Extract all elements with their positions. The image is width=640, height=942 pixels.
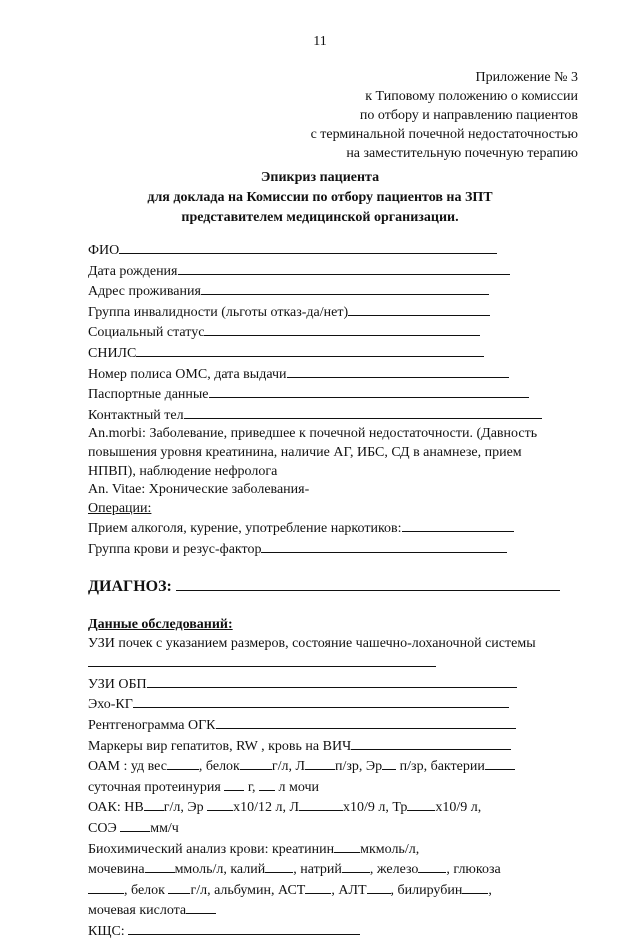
kshs-label: КЩС: [88,924,129,939]
oam-row [88,756,558,777]
oam-label: п/зр, Эр [335,759,383,775]
diagnosis-label: ДИАГНОЗ: [88,577,172,595]
passport-label: Паспортные данные [88,387,209,403]
exams-title: Данные обследований: [88,617,233,633]
operations-label: Операции: [88,500,152,516]
social-status-label: Социальный статус [88,325,205,341]
markers-blank[interactable] [351,736,511,750]
proteinuria-blank[interactable] [224,777,244,791]
oak-label: x10/9 л, [435,800,482,816]
bio-label: Биохимический анализ крови: креатинин [88,841,335,857]
anamnesis-vitae: An. Vitae: Хронические заболевания- [88,482,310,498]
oam-label: ОАМ : уд вес [88,759,167,775]
social-status-row [88,322,558,343]
phone-label: Контактный тел [88,407,184,423]
oms-blank[interactable] [287,364,509,378]
echo-blank[interactable] [133,694,509,708]
soe-blank[interactable] [120,818,150,832]
bio-label: , АЛТ [331,882,367,898]
document-title [0,168,640,228]
snils-label: СНИЛС [88,345,137,361]
diagnosis-row [88,576,558,597]
bio-label: , билирубин [390,882,463,898]
passport-blank[interactable] [209,384,529,398]
uzi-obp-row [88,674,558,695]
proteinuria-label: суточная протеинурия [88,779,225,795]
oms-label: Номер полиса ОМС, дата выдачи [88,366,287,382]
bio-blank[interactable] [265,859,293,873]
appendix-line: с терминальной почечной недостаточностью [310,127,578,142]
passport-row [88,384,558,405]
oam-blank[interactable] [485,756,515,770]
markers-label: Маркеры вир гепатитов, RW , кровь на ВИЧ [88,738,352,754]
oak-label: x10/9 л, Тр [342,800,408,816]
birth-date-label: Дата рождения [88,263,178,279]
address-blank[interactable] [201,281,489,295]
title-line: для доклада на Комиссии по отбору пациентов на ЗПТ [147,190,493,205]
bio-blank[interactable] [168,880,190,894]
address-row [88,281,558,302]
disability-blank[interactable] [348,302,490,316]
snils-blank[interactable] [136,343,484,357]
appendix-line: на заместительную почечную терапию [346,146,578,161]
oam-blank[interactable] [305,756,335,770]
fio-blank[interactable] [119,240,497,254]
bio-label: мочевина [88,862,145,878]
bio-blank[interactable] [145,859,175,873]
proteinuria-label: л мочи [275,779,320,795]
oam-label: г/л, Л [271,759,305,775]
proteinuria-blank[interactable] [259,777,275,791]
diagnosis-blank[interactable] [176,576,560,591]
oak-row [88,797,558,818]
oak-blank[interactable] [144,797,164,811]
uzi-kidneys-row [88,635,558,674]
xray-row [88,715,558,736]
oak-blank[interactable] [407,797,435,811]
anamnesis-morbi: An.morbi: Заболевание, приведшее к почечной недостаточности. (Давность повышения уровня креатинина, наличие АГ, ИБС, СД в анамнезе, прием НПВП), наблюдение нефролога [88,426,538,479]
bio-blank[interactable] [186,900,216,914]
uzi-kidneys-blank[interactable] [88,653,436,667]
uzi-obp-label: УЗИ ОБП [88,676,147,692]
xray-blank[interactable] [216,715,516,729]
appendix-line: Приложение № 3 [475,70,578,85]
bio-label: мкмоль/л, [360,841,420,857]
title-line: представителем медицинской организации. [181,210,459,225]
bio-blank[interactable] [305,880,331,894]
bio-blank[interactable] [334,839,360,853]
kshs-row [88,921,558,942]
habits-label: Прием алкоголя, курение, употребление наркотиков: [88,521,402,537]
oak-blank[interactable] [207,797,233,811]
uzi-kidneys-label: УЗИ почек с указанием размеров, состояние чашечно-лоханочной системы [88,635,536,651]
birth-date-blank[interactable] [178,261,510,275]
biochemistry-block [88,839,558,921]
fio-label: ФИО [88,243,120,258]
bio-label: мочевая кислота [88,903,187,919]
soe-label: СОЭ [88,821,121,837]
bio-blank[interactable] [88,880,124,894]
proteinuria-label: г, [244,779,260,795]
fio-row [88,240,558,261]
habits-blank[interactable] [402,518,514,532]
bio-blank[interactable] [367,880,391,894]
bio-blank[interactable] [418,859,446,873]
xray-label: Рентгенограмма ОГК [88,718,216,734]
blood-group-row [88,539,558,560]
markers-row [88,736,558,757]
uzi-obp-blank[interactable] [147,674,517,688]
bio-label: г/л, альбумин, АСТ [190,882,306,898]
blood-group-label: Группа крови и резус-фактор [88,541,262,557]
bio-label: , глюкоза [446,862,501,878]
bio-label: , железо [369,862,419,878]
appendix-header [311,68,578,163]
blood-group-blank[interactable] [261,539,507,553]
oam-blank[interactable] [382,756,396,770]
oak-label: x10/12 л, Л [233,800,299,816]
form-content [88,240,558,942]
bio-label: , белок [124,882,169,898]
bio-blank[interactable] [342,859,370,873]
soe-row [88,818,558,839]
echo-label: Эхо-КГ [88,697,133,713]
oam-label: , белок [198,759,240,775]
appendix-line: по отбору и направлению пациентов [359,108,578,123]
bio-label: , [488,882,492,898]
proteinuria-row [88,777,558,798]
oam-blank[interactable] [240,756,272,770]
bio-label: ммоль/л, калий [174,862,266,878]
oak-label: г/л, Эр [163,800,208,816]
snils-row [88,343,558,364]
kshs-blank[interactable] [128,921,360,935]
phone-blank[interactable] [184,405,542,419]
oam-blank[interactable] [167,756,199,770]
oak-label: ОАК: НВ [88,800,144,816]
appendix-line: к Типовому положению о комиссии [365,89,578,104]
title-line: Эпикриз пациента [260,170,380,185]
page-number: 11 [313,34,327,49]
oms-row [88,364,558,385]
bio-label: , натрий [293,862,342,878]
oak-blank[interactable] [299,797,343,811]
disability-label: Группа инвалидности (льготы отказ-да/нет) [88,304,349,320]
echo-row [88,694,558,715]
disability-row [88,302,558,323]
habits-row [88,518,558,539]
birth-date-row [88,261,558,282]
social-status-blank[interactable] [204,322,480,336]
bio-blank[interactable] [462,880,488,894]
phone-row [88,405,558,426]
soe-label: мм/ч [150,821,179,837]
address-label: Адрес проживания [88,284,201,300]
oam-label: п/зр, бактерии [396,759,485,775]
